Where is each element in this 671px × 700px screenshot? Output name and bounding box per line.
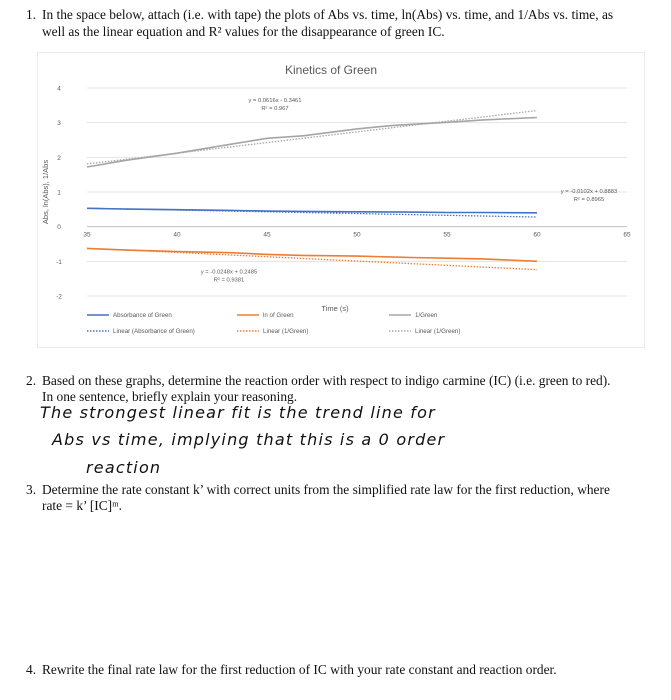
y-tick-label: 0 [57,224,61,232]
trendline-equation: y = -0.0102x + 0.8883 [560,189,618,195]
legend-label: ln of Green [263,312,294,319]
y-tick-label: 1 [57,189,61,197]
question-number: 4. [26,662,37,677]
y-tick-label: -2 [56,293,62,301]
legend-label: Linear (1/Green) [263,328,309,335]
question-text-line: Rewrite the final rate law for the first reduction of IC with your rate constant and reaction order. [42,662,557,677]
x-tick-label: 60 [533,231,541,239]
chart-title: Kinetics of Green [284,63,378,77]
question-text-line: In the space below, attach (i.e. with tape) the plots of Abs vs. time, ln(Abs) vs. time, and 1/Abs vs. time, as [42,7,614,22]
x-tick-label: 65 [623,231,631,239]
x-tick-label: 40 [173,231,181,239]
x-tick-label: 45 [263,231,271,239]
question-number: 3. [26,482,37,497]
x-axis-label: Time (s) [321,304,349,313]
trendline-equation: y = -0.0248x + 0.2485 [200,269,258,276]
y-axis-label: Abs, ln(Abs), 1/Abs [41,159,50,225]
y-tick-label: -1 [56,258,62,266]
legend-label: Linear (Absorbance of Green) [113,328,195,335]
question-number: 2. [26,373,37,388]
handwritten-answer-line: The strongest linear fit is the trend line for [40,403,436,422]
question-number: 1. [26,7,37,22]
x-tick-label: 35 [83,231,91,239]
trendline-r2: R² = 0.8965 [573,197,605,203]
question-text-line: Based on these graphs, determine the reaction order with respect to indigo carmine (IC) (i.e. green to red). [42,373,611,388]
x-tick-label: 50 [353,231,361,239]
question-text-line: rate = k’ [IC]ᵐ. [42,498,123,513]
chart-svg [37,52,645,348]
trendline-equation: y = 0.0616x - 0.3461 [248,97,302,104]
question-text-line: well as the linear equation and R² values for the disappearance of green IC. [42,24,445,39]
legend-label: Absorbance of Green [113,312,172,319]
x-tick-label: 55 [443,231,451,239]
y-tick-label: 2 [57,154,61,162]
kinetics-chart [37,52,645,348]
trendline-r2: R² = 0.9381 [213,277,245,284]
question-text-line: Determine the rate constant k’ with correct units from the simplified rate law for the first reduction, where [42,482,610,497]
legend-label: 1/Green [415,312,438,319]
legend-label: Linear (1/Green) [415,328,461,335]
handwritten-answer-line: Abs vs time, implying that this is a 0 order [52,430,446,449]
y-tick-label: 4 [57,85,61,93]
y-tick-label: 3 [57,120,61,128]
question-text-line: In one sentence, briefly explain your reasoning. [42,389,298,404]
handwritten-answer-line: reaction [86,458,162,477]
trendline-r2: R² = 0.967 [261,105,289,112]
